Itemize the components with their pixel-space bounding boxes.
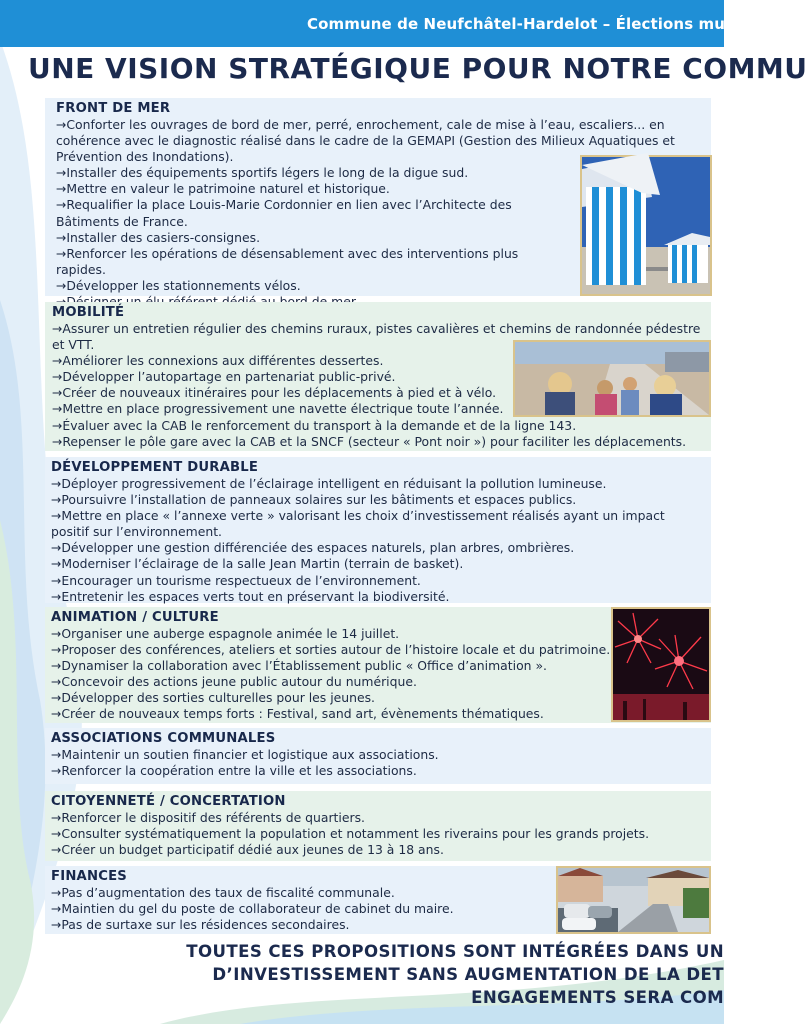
list-item: →Repenser le pôle gare avec la CAB et la SNCF (secteur « Pont noir ») pour faciliter les déplacements. [52,433,687,449]
list-item: →Requalifier la place Louis-Marie Cordonnier en lien avec l’Architecte des Bâtiments de France. [56,197,512,229]
list-item: →Installer des casiers-consignes. [56,229,261,245]
section-title: CITOYENNETÉ / CONCERTATION [51,794,286,809]
promenade-photo [513,340,711,417]
list-item: →Encourager un tourisme respectueux de l’environnement. [51,572,421,588]
item-list [51,810,701,858]
list-item: →Maintien du gel du poste de collaborateur de cabinet du maire. [51,901,454,917]
street-photo [556,866,711,934]
list-item: →Renforcer la coopération entre la ville et les associations. [51,763,417,779]
list-item: →Renforcer les opérations de désensablement avec des interventions plus rapides. [56,245,519,277]
list-item: →Dynamiser la collaboration avec l’Établissement public « Office d’animation ». [51,658,547,674]
title-part-2: POUR NOTRE COMMU [451,52,808,85]
list-item: →Proposer des conférences, ateliers et sorties autour de l’histoire locale et du patrimoine. [51,642,611,658]
list-item: →Développer l’autopartage en partenariat public-privé. [52,369,396,385]
list-item: →Développer une gestion différenciée des espaces naturels, plan arbres, ombrières. [51,540,575,556]
list-item: →Développer des sorties culturelles pour les jeunes. [51,690,375,706]
section-title: ANIMATION / CULTURE [51,610,219,625]
section-title: FRONT DE MER [56,101,171,116]
list-item: →Évaluer avec la CAB le renforcement du transport à la demande et de la ligne 143. [52,417,577,433]
list-item: →Entretenir les espaces verts tout en préservant la biodiversité. [51,588,450,604]
section-developpement-durable [45,457,711,603]
item-list [51,747,701,779]
fireworks-photo [611,607,711,722]
list-item: →Pas de surtaxe sur les résidences secondaires. [51,917,350,933]
list-item: →Déployer progressivement de l’éclairage intelligent en réduisant la pollution lumineuse. [51,476,607,491]
list-item: →Conforter les ouvrages de bord de mer, perré, enrochement, cale de mise à l’eau, escaliers... en cohérence avec le diagnostic réalisé dans le cadre de la GEMAPI (Gestion des Milieux Aquatiques et Prévention des Inondations). [56,117,675,165]
list-item: →Créer un budget participatif dédié aux jeunes de 13 à 18 ans. [51,842,444,858]
list-item: →Mettre en place progressivement une navette électrique toute l’année. [52,401,504,417]
section-citoyennete [45,791,711,861]
list-item: →Installer des équipements sportifs légers le long de la digue sud. [56,165,469,181]
section-title: DÉVELOPPEMENT DURABLE [51,460,259,475]
section-associations [45,728,711,784]
beach-huts-photo [580,155,712,296]
footer-statement [180,940,724,1009]
title-part-1: UNE [28,52,106,85]
list-item: →Organiser une auberge espagnole animée le 14 juillet. [51,626,400,641]
list-item: →Assurer un entretien régulier des chemins ruraux, pistes cavalières et chemins de randonnée pédestre et VTT. [52,321,701,353]
list-item: →Maintenir un soutien financier et logistique aux associations. [51,747,439,762]
list-item: →Améliorer les connexions aux différentes dessertes. [52,353,384,369]
page-title [28,52,808,85]
list-item: →Concevoir des actions jeune public autour du numérique. [51,674,417,690]
list-item: →Mettre en place « l’annexe verte » valorisant les choix d’investissement réalisés ayant un impact positif sur l’environnement. [51,508,665,540]
section-title: ASSOCIATIONS COMMUNALES [51,731,276,746]
list-item: →Pas d’augmentation des taux de fiscalité communale. [51,885,395,900]
list-item: →Développer les stationnements vélos. [56,277,301,293]
footer-line-1: TOUTES CES PROPOSITIONS SONT INTÉGRÉES DANS UN [186,942,724,961]
list-item: →Créer de nouveaux itinéraires pour les déplacements à pied et à vélo. [52,385,497,401]
title-strong: VISION STRATÉGIQUE [105,52,452,85]
list-item: →Renforcer le dispositif des référents de quartiers. [51,810,365,825]
section-title: MOBILITÉ [52,305,125,320]
list-item: →Créer de nouveaux temps forts : Festival, sand art, évènements thématiques. [51,706,544,722]
list-item: →Consulter systématiquement la population et notamment les riverains pour les grands projets. [51,826,650,842]
banner-text: Commune de Neufchâtel-Hardelot – Élections municip [307,15,767,33]
footer-line-2: D’INVESTISSEMENT SANS AUGMENTATION DE LA DET [212,965,724,984]
footer-line-3: ENGAGEMENTS SERA COM [471,988,724,1007]
list-item: →Poursuivre l’installation de panneaux solaires sur les bâtiments et espaces publics. [51,492,577,508]
section-title: FINANCES [51,869,127,884]
list-item: →Mettre en valeur le patrimoine naturel et historique. [56,181,390,197]
header-banner [0,0,767,47]
item-list [51,626,701,723]
list-item: →Moderniser l’éclairage de la salle Jean Martin (terrain de basket). [51,556,464,572]
item-list [51,476,701,605]
